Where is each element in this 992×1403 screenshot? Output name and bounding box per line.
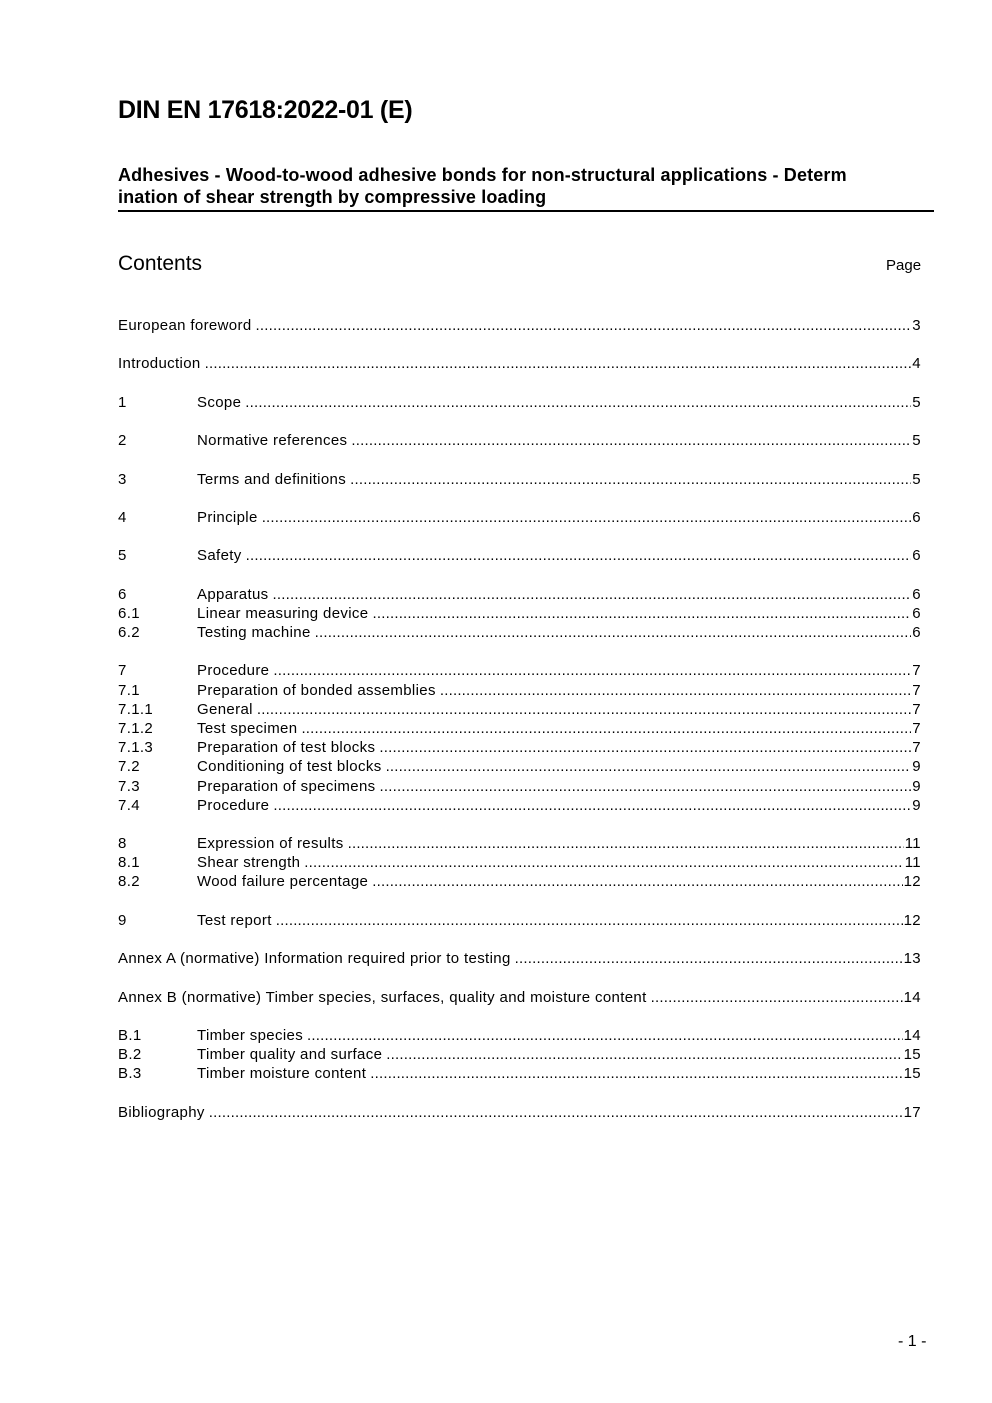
toc-leader-dots bbox=[276, 911, 903, 930]
toc-entry-number: 7.1.3 bbox=[118, 739, 154, 757]
toc-entry-page: 5 bbox=[912, 470, 921, 488]
toc-leader-dots bbox=[350, 470, 911, 489]
toc-entry[interactable] bbox=[118, 546, 921, 565]
toc-entry[interactable] bbox=[118, 988, 921, 1007]
toc-leader-dots bbox=[351, 431, 911, 450]
toc-entry[interactable] bbox=[118, 661, 921, 680]
toc-leader-dots bbox=[379, 738, 911, 757]
toc-leader-dots bbox=[386, 1045, 902, 1064]
title-underline bbox=[118, 210, 934, 212]
toc-entry-page: 7 bbox=[912, 700, 921, 718]
toc-entry-number: B.2 bbox=[118, 1046, 142, 1064]
toc-leader-dots bbox=[315, 623, 912, 642]
toc-entry[interactable] bbox=[118, 834, 921, 853]
toc-entry-label: Annex A (normative) Information required prior to testing bbox=[118, 950, 511, 968]
toc-entry-label: Introduction bbox=[118, 355, 201, 373]
toc-entry-label: Testing machine bbox=[197, 624, 311, 641]
toc-entry-number: 6.2 bbox=[118, 624, 140, 641]
toc-entry[interactable] bbox=[118, 738, 921, 757]
toc-entry-page: 9 bbox=[912, 758, 921, 776]
toc-entry-label: Timber moisture content bbox=[197, 1065, 367, 1083]
toc-entry-page: 15 bbox=[903, 1046, 921, 1064]
toc-entry-page: 17 bbox=[903, 1103, 921, 1121]
toc-leader-dots bbox=[246, 546, 912, 565]
toc-entry-label: Terms and definitions bbox=[197, 470, 347, 488]
toc-entry-number: 7.2 bbox=[118, 758, 140, 776]
toc-leader-dots bbox=[372, 604, 911, 623]
toc-entry-label: Linear measuring device bbox=[197, 604, 369, 622]
toc-entry-page: 12 bbox=[903, 911, 921, 929]
toc-leader-dots bbox=[273, 796, 911, 815]
toc-leader-dots bbox=[515, 949, 903, 968]
toc-leader-dots bbox=[386, 757, 912, 776]
toc-leader-dots bbox=[209, 1103, 903, 1122]
toc-entry-page: 7 bbox=[912, 719, 921, 737]
toc-entry[interactable] bbox=[118, 719, 921, 738]
toc-leader-dots bbox=[372, 872, 902, 891]
toc-entry-label: Shear strength bbox=[197, 854, 301, 872]
toc-leader-dots bbox=[304, 853, 903, 872]
toc-entry-number: 6.1 bbox=[118, 604, 140, 622]
toc-entry[interactable] bbox=[118, 796, 921, 815]
toc-entry-number: 8.2 bbox=[118, 873, 140, 891]
toc-entry-number: B.1 bbox=[118, 1026, 142, 1044]
toc-entry[interactable] bbox=[118, 316, 921, 335]
toc-entry[interactable] bbox=[118, 1064, 921, 1083]
toc-entry[interactable] bbox=[118, 508, 921, 527]
toc-entry[interactable] bbox=[118, 872, 921, 891]
toc-entry-page: 6 bbox=[912, 585, 921, 603]
toc-entry[interactable] bbox=[118, 354, 921, 373]
toc-entry-number: 6 bbox=[118, 585, 127, 603]
toc-entry-label: Safety bbox=[197, 547, 242, 565]
toc-entry-page: 7 bbox=[912, 739, 921, 757]
toc-entry-page: 7 bbox=[912, 681, 921, 699]
toc-entry[interactable] bbox=[118, 623, 921, 642]
toc-entry-label: Expression of results bbox=[197, 835, 344, 853]
document-id: DIN EN 17618:2022-01 (E) bbox=[118, 96, 413, 124]
toc-entry[interactable] bbox=[118, 470, 921, 489]
toc-entry[interactable] bbox=[118, 700, 921, 719]
toc-entry-label: Preparation of specimens bbox=[197, 777, 376, 795]
toc-leader-dots bbox=[370, 1064, 902, 1083]
document-title: Adhesives - Wood-to-wood adhesive bonds for non-structural applications - Determ ination of shear strength by compressive loading bbox=[118, 165, 847, 207]
toc-entry-number: 7.1 bbox=[118, 681, 140, 699]
toc-leader-dots bbox=[273, 585, 912, 604]
toc-entry-number: 8 bbox=[118, 835, 127, 853]
toc-leader-dots bbox=[245, 393, 911, 412]
toc-leader-dots bbox=[257, 700, 911, 719]
toc-leader-dots bbox=[440, 681, 911, 700]
toc-entry-page: 14 bbox=[903, 1026, 921, 1044]
toc-entry-label: Principle bbox=[197, 508, 258, 526]
toc-entry-label: Procedure bbox=[197, 796, 270, 814]
toc-leader-dots bbox=[262, 508, 912, 527]
table-of-contents bbox=[118, 316, 921, 1122]
toc-entry-label: Test report bbox=[197, 911, 272, 929]
toc-entry[interactable] bbox=[118, 777, 921, 796]
toc-entry[interactable] bbox=[118, 1103, 921, 1122]
toc-entry-number: 7 bbox=[118, 662, 127, 680]
contents-heading: Contents bbox=[118, 252, 203, 275]
toc-entry-label: General bbox=[197, 700, 253, 718]
toc-entry-page: 4 bbox=[912, 355, 921, 373]
toc-entry-number: 7.3 bbox=[118, 777, 140, 795]
toc-entry[interactable] bbox=[118, 604, 921, 623]
toc-entry-label: Timber quality and surface bbox=[197, 1046, 383, 1064]
toc-entry-page: 15 bbox=[903, 1065, 921, 1083]
toc-entry[interactable] bbox=[118, 1026, 921, 1045]
toc-entry-page: 5 bbox=[912, 432, 921, 450]
toc-entry-label: Normative references bbox=[197, 432, 348, 450]
toc-leader-dots bbox=[301, 719, 911, 738]
toc-entry[interactable] bbox=[118, 1045, 921, 1064]
toc-entry[interactable] bbox=[118, 585, 921, 604]
toc-entry-number: 2 bbox=[118, 432, 127, 450]
toc-entry[interactable] bbox=[118, 853, 921, 872]
toc-leader-dots bbox=[651, 988, 903, 1007]
toc-entry-page: 13 bbox=[903, 950, 921, 968]
toc-entry-page: 9 bbox=[912, 796, 921, 814]
toc-entry-label: Scope bbox=[197, 393, 242, 411]
toc-entry-number: 8.1 bbox=[118, 854, 140, 872]
toc-entry[interactable] bbox=[118, 757, 921, 776]
toc-entry-number: 7.4 bbox=[118, 796, 140, 814]
page-column-heading: Page bbox=[886, 257, 922, 274]
toc-leader-dots bbox=[256, 316, 912, 335]
toc-entry-number: 1 bbox=[118, 393, 127, 411]
toc-entry-page: 9 bbox=[912, 777, 921, 795]
toc-entry-label: Preparation of test blocks bbox=[197, 739, 376, 757]
toc-entry-label: Procedure bbox=[197, 662, 270, 680]
toc-entry-page: 6 bbox=[912, 508, 921, 526]
toc-entry-label: Conditioning of test blocks bbox=[197, 758, 382, 776]
toc-entry-page: 6 bbox=[912, 547, 921, 565]
toc-entry-label: Preparation of bonded assemblies bbox=[197, 681, 436, 699]
toc-entry-number: 9 bbox=[118, 911, 127, 929]
toc-entry[interactable] bbox=[118, 949, 921, 968]
toc-entry[interactable] bbox=[118, 393, 921, 412]
toc-entry[interactable] bbox=[118, 431, 921, 450]
page-number: - 1 - bbox=[898, 1333, 927, 1350]
toc-entry-page: 14 bbox=[903, 988, 921, 1006]
toc-entry-number: 7.1.1 bbox=[118, 700, 154, 718]
toc-entry-page: 6 bbox=[912, 624, 921, 641]
toc-entry-page: 11 bbox=[904, 854, 921, 872]
toc-leader-dots bbox=[380, 777, 912, 796]
toc-leader-dots bbox=[205, 354, 912, 373]
toc-leader-dots bbox=[273, 661, 911, 680]
toc-entry-label: Wood failure percentage bbox=[197, 873, 369, 891]
toc-entry-page: 5 bbox=[912, 393, 921, 411]
toc-entry-label: Annex B (normative) Timber species, surfaces, quality and moisture content bbox=[118, 988, 647, 1006]
toc-leader-dots bbox=[307, 1026, 903, 1045]
toc-entry-number: 4 bbox=[118, 508, 127, 526]
toc-entry-page: 11 bbox=[904, 835, 921, 853]
toc-entry-label: Test specimen bbox=[197, 719, 298, 737]
toc-entry-number: B.3 bbox=[118, 1065, 142, 1083]
toc-entry-number: 5 bbox=[118, 547, 127, 565]
toc-entry-page: 3 bbox=[912, 317, 921, 334]
toc-entry[interactable] bbox=[118, 681, 921, 700]
toc-entry-number: 3 bbox=[118, 470, 127, 488]
toc-entry-label: European foreword bbox=[118, 317, 252, 334]
toc-entry-label: Timber species bbox=[197, 1026, 304, 1044]
toc-entry-page: 12 bbox=[903, 873, 921, 891]
toc-entry[interactable] bbox=[118, 911, 921, 930]
toc-entry-label: Bibliography bbox=[118, 1103, 205, 1121]
toc-entry-page: 6 bbox=[912, 604, 921, 622]
toc-leader-dots bbox=[348, 834, 904, 853]
toc-entry-number: 7.1.2 bbox=[118, 719, 154, 737]
toc-entry-page: 7 bbox=[912, 662, 921, 680]
toc-entry-label: Apparatus bbox=[197, 585, 269, 603]
